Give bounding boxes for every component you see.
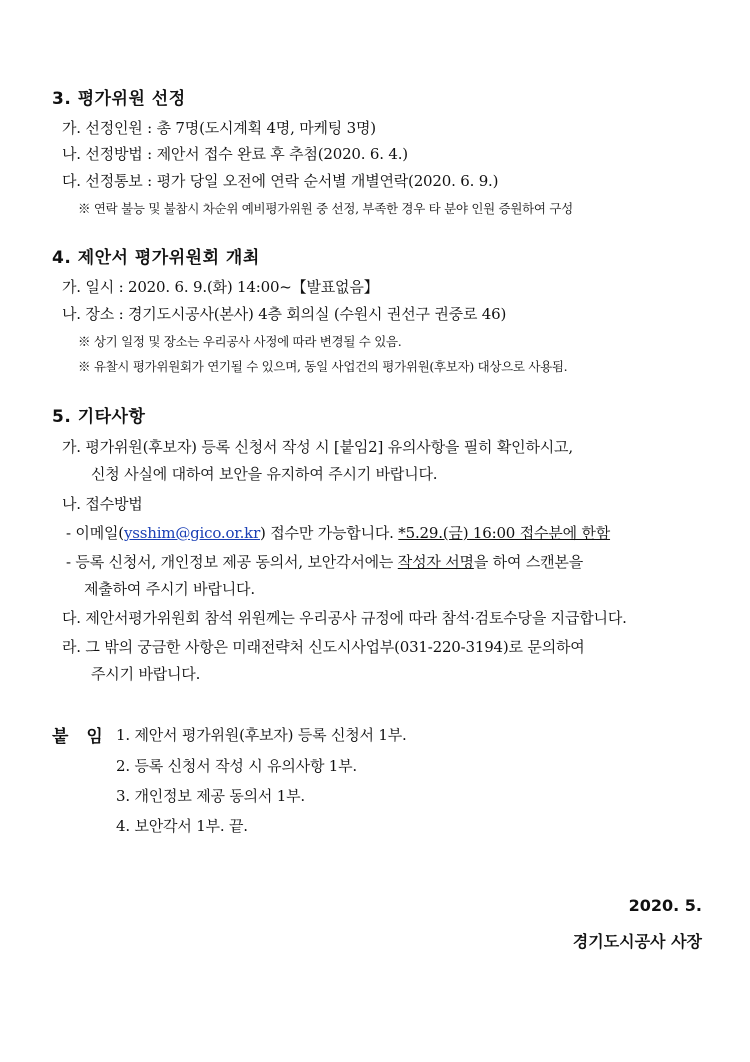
section-5-na: 나. 접수방법: [62, 495, 143, 513]
attachment-item-2: 2. 등록 신청서 작성 시 유의사항 1부.: [116, 757, 358, 775]
section-5-email-line: [66, 522, 610, 543]
section-3-note: ※ 연락 불능 및 불참시 차순위 예비평가위원 중 선정, 부족한 경우 타 분야 인원 증원하여 구성: [78, 201, 573, 216]
section-4-item-na: 나. 장소 : 경기도시공사(본사) 4층 회의실 (수원시 권선구 권중로 46): [62, 305, 507, 323]
section-4-note-1: ※ 상기 일정 및 장소는 우리공사 사정에 따라 변경될 수 있음.: [78, 334, 402, 349]
email-suffix: ) 접수만 가능합니다.: [260, 524, 399, 542]
section-5-submission-line-1: [66, 551, 583, 572]
section-4-item-ga: 가. 일시 : 2020. 6. 9.(화) 14:00~【발표없음】: [62, 278, 379, 296]
section-4-title: 4. 제안서 평가위원회 개최: [52, 248, 260, 268]
issue-date: 2020. 5.: [628, 896, 702, 915]
attachment-item-3: 3. 개인정보 제공 동의서 1부.: [116, 787, 305, 805]
email-prefix: - 이메일(: [66, 524, 124, 542]
signature-requirement: 작성자 서명: [397, 553, 474, 571]
submission-suffix: 을 하여 스캔본을: [473, 553, 583, 571]
attachment-item-4: 4. 보안각서 1부. 끝.: [116, 817, 248, 835]
email-deadline: *5.29.(금) 16:00 접수분에 한함: [398, 524, 611, 542]
section-5-da: 다. 제안서평가위원회 참석 위원께는 우리공사 규정에 따라 참석·검토수당을 지급합니다.: [62, 609, 627, 627]
email-link[interactable]: ysshim@gico.or.kr: [123, 524, 261, 542]
section-3-item-na: 나. 선정방법 : 제안서 접수 완료 후 추첨(2020. 6. 4.): [62, 145, 408, 163]
section-5-ra-line-2: 주시기 바랍니다.: [91, 665, 201, 683]
attachments-label: 붙 임: [52, 727, 109, 747]
section-5-ga-line-1: 가. 평가위원(후보자) 등록 신청서 작성 시 [붙임2] 유의사항을 필히 확인하시고,: [62, 438, 573, 456]
submission-prefix: - 등록 신청서, 개인정보 제공 동의서, 보안각서에는: [66, 553, 398, 571]
section-3-title: 3. 평가위원 선정: [52, 89, 186, 109]
attachment-item-1: 1. 제안서 평가위원(후보자) 등록 신청서 1부.: [116, 726, 407, 744]
section-3-item-da: 다. 선정통보 : 평가 당일 오전에 연락 순서별 개별연락(2020. 6. 9.): [62, 172, 499, 190]
section-4-note-2: ※ 유찰시 평가위원회가 연기될 수 있으며, 동일 사업건의 평가위원(후보자) 대상으로 사용됨.: [78, 359, 568, 374]
section-5-ra-line-1: 라. 그 밖의 궁금한 사항은 미래전략처 신도시사업부(031-220-3194)로 문의하여: [62, 638, 585, 656]
section-3-item-ga: 가. 선정인원 : 총 7명(도시계획 4명, 마케팅 3명): [62, 119, 376, 137]
section-5-ga-line-2: 신청 사실에 대하여 보안을 유지하여 주시기 바랍니다.: [91, 465, 438, 483]
section-5-title: 5. 기타사항: [52, 407, 146, 427]
issuer-name: 경기도시공사 사장: [572, 932, 702, 951]
section-5-submission-line-2: 제출하여 주시기 바랍니다.: [84, 580, 255, 598]
